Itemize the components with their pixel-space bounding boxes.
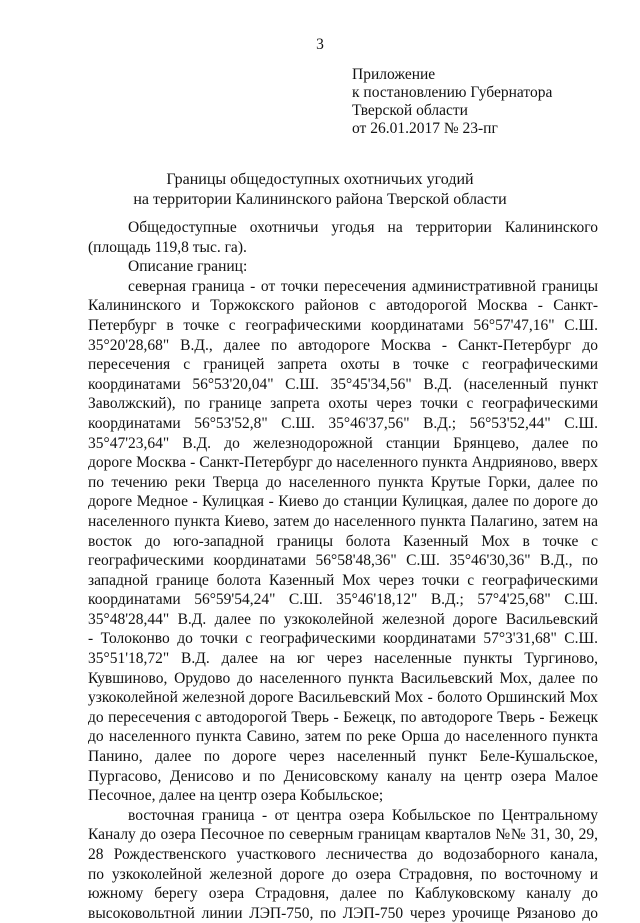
page-number: 3 (316, 36, 324, 53)
body-text-line: 35°48'28,44" В.Д. далее по узкоколейной железной дороге Васильевский (88, 610, 598, 628)
body-text-line: населенного пункта Киево, затем до населенного пункта Палагино, затем на (88, 512, 598, 530)
body-text-line: пересечения с границей запрета охоты в точке с географическими (88, 356, 598, 374)
body-text-line: Описание границ: (128, 258, 248, 276)
body-text-line: по течению реки Тверца до населенного пункта Крутые Горки, далее по (88, 473, 598, 491)
body-text-line: южному берегу озера Страдовня, далее по Каблуковскому каналу до (88, 885, 598, 903)
body-text-line: Кувшиново, Орудово до населенного пункта Васильевский Мох, далее по (88, 669, 598, 687)
body-text-line: узкоколейной железной дороге Васильевский Мох - болото Оршинский Мох (88, 689, 598, 707)
body-text-line: северная граница - от точки пересечения административной границы (128, 277, 598, 295)
appendix-line: к постановлению Губернатора (352, 84, 553, 101)
document-body (88, 218, 598, 923)
body-text-line: Общедоступные охотничьи угодья на территории Калининского (128, 219, 598, 236)
body-text-line: западной границе болота Казенный Мох через точки с географическими (88, 571, 598, 589)
body-text-line: 35°51'18,72" В.Д. далее на юг через населенные пункты Тургиново, (88, 650, 598, 668)
body-text-line: дороге Медное - Кулицкая - Киево до станции Кулицкая, далее по дороге до (88, 493, 598, 511)
body-text-line: Песочное, далее на центр озера Кобыльское; (88, 787, 384, 805)
body-text-line: дороге Москва - Санкт-Петербург до населенного пункта Андрияново, вверх (88, 454, 598, 472)
body-text-line: Панино, далее по дороге через населенный пункт Беле-Кушальское, (88, 748, 598, 766)
body-text-line: до пересечения с автодорогой Тверь - Бежецк, по автодороге Тверь - Бежецк (88, 708, 598, 726)
body-text-line: Каналу до озера Песочное по северным границам кварталов №№ 31, 30, 29, (88, 826, 598, 844)
body-text-line: высоковольтной линии ЛЭП-750, по ЛЭП-750 через урочище Рязаново до (88, 904, 598, 922)
body-text-line: 28 Рождественского участкового лесничества до водозаборного канала, (88, 846, 598, 863)
body-text-line: по узкоколейной железной дороге до озера Страдовня, по восточному и (88, 865, 598, 883)
document-title (0, 170, 640, 210)
body-text-line: 35°47'23,64" В.Д. до железнодорожной станции Брянцево, далее по (88, 434, 598, 452)
appendix-line: Приложение (352, 66, 436, 83)
body-text-line: координатами 56°53'52,8" С.Ш. 35°46'37,56" В.Д.; 56°53'52,44" С.Ш. (88, 414, 598, 432)
body-text-line: восток до юго-западной границы болота Казенный Мох в точке с (88, 532, 598, 550)
body-text-line: Заволжский), по границе запрета охоты через точки с географическими (88, 395, 598, 413)
body-text-line: Петербург в точке с географическими координатами 56°57'47,16" С.Ш. (88, 316, 598, 334)
appendix-header (352, 66, 552, 138)
body-text-line: восточная граница - от центра озера Кобыльское по Центральному (128, 806, 598, 824)
body-text-line: до населенного пункта Савино, затем по реке Орша до населенного пункта (88, 728, 598, 746)
title-line: на территории Калининского района Тверской области (133, 191, 507, 208)
body-text-line: Калининского и Торжокского районов с автодорогой Москва - Санкт- (88, 297, 598, 315)
title-line: Границы общедоступных охотничьих угодий (166, 171, 474, 188)
body-text-line: 35°20'28,68" В.Д., далее по автодороге Москва - Санкт-Петербург до (88, 336, 598, 354)
body-text-line: географическими координатами 56°58'48,36" С.Ш. 35°46'30,36" В.Д., по (88, 552, 598, 570)
body-text-line: (площадь 119,8 тыс. га). (88, 238, 247, 256)
body-text-line: - Толоконво до точки с географическими координатами 57°3'31,68" С.Ш. (88, 630, 598, 648)
body-text-line: координатами 56°53'20,04" С.Ш. 35°45'34,56" В.Д. (населенный пункт (88, 375, 598, 393)
body-text-line: Пургасово, Денисово и по Денисовскому каналу на центр озера Малое (88, 767, 598, 785)
appendix-line: от 26.01.2017 № 23-пг (352, 120, 498, 137)
appendix-line: Тверской области (352, 102, 468, 119)
body-text-line: координатами 56°59'54,24" С.Ш. 35°46'18,12" В.Д.; 57°4'25,68" С.Ш. (88, 591, 598, 609)
